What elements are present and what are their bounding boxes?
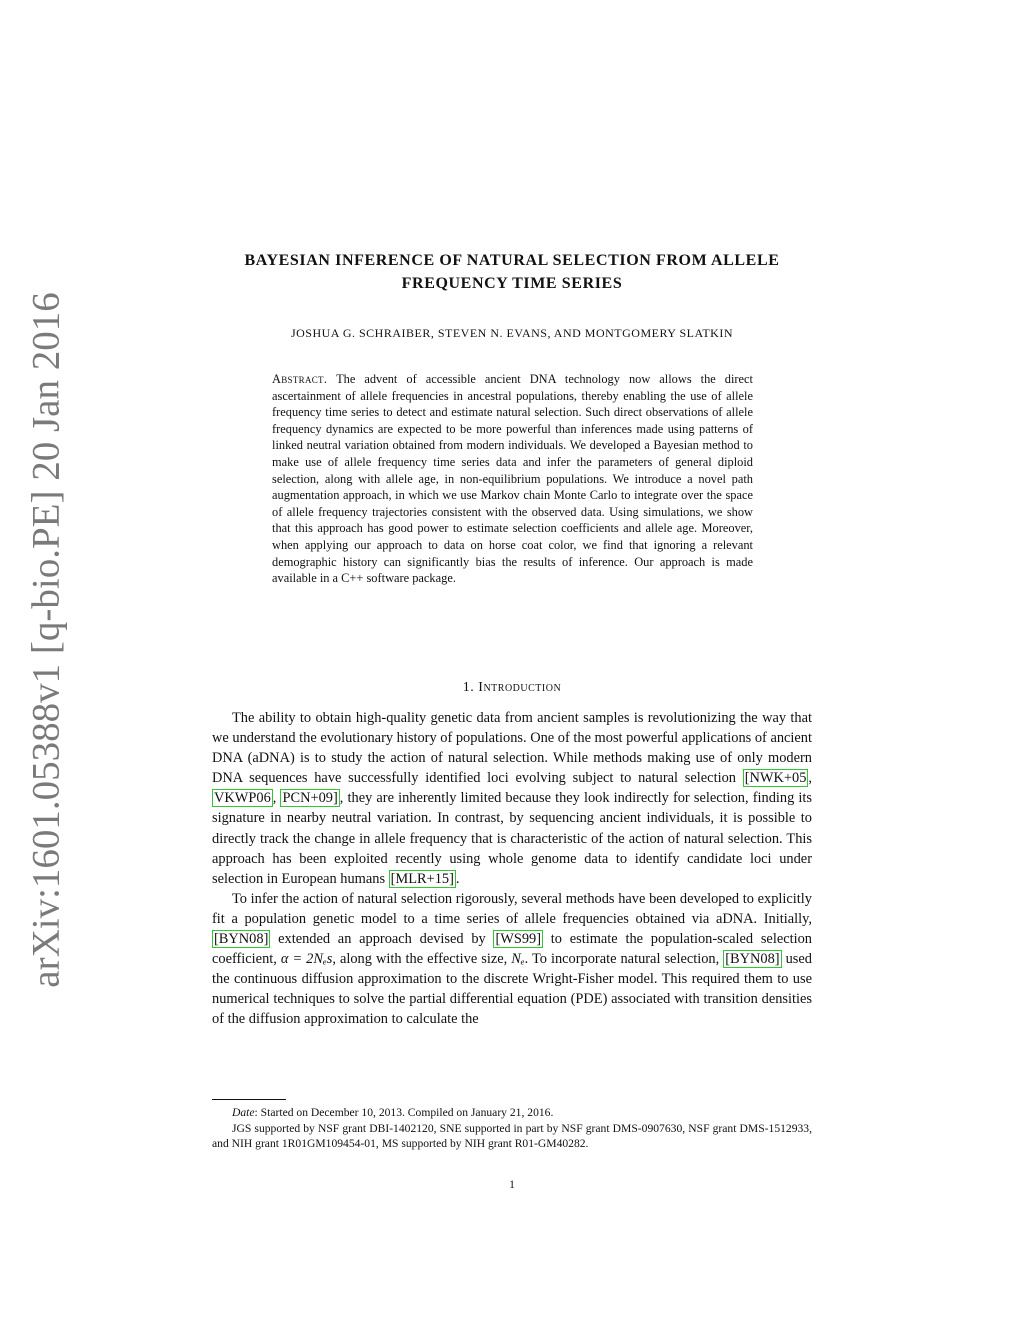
paper-title: BAYESIAN INFERENCE OF NATURAL SELECTION FROM ALLELE FREQUENCY TIME SERIES [244,252,780,292]
author-list: JOSHUA G. SCHRAIBER, STEVEN N. EVANS, AND MONTGOMERY SLATKIN [290,326,734,340]
paragraph-text: extended an approach devised by [270,931,494,948]
arxiv-identifier[interactable]: arXiv:1601.05388v1 [q-bio.PE] 20 Jan 2016 [24,292,68,988]
arxiv-stamp-anchor [6,292,68,988]
paragraph-text: , along with the effective size, [332,951,512,968]
citation-link[interactable]: PCN+09] [282,790,338,807]
introduction-body [212,708,812,1030]
footnotes [212,1105,812,1152]
page-number: 1 [509,1178,515,1191]
section-heading [212,680,812,696]
abstract-text: The advent of accessible ancient DNA technology now allows the direct ascertainment of allele frequencies in ancestral populations, thereby enabling the use of allele frequency time series to detect and estimate natural selection. Such direct observations of allele frequency dynamics are expected to be more powerful than inferences made using patterns of linked neutral variation obtained from modern individuals. We developed a Bayesian method to make use of allele frequency time series data and infer the parameters of general diploid selection, along with allele age, in non-equilibrium populations. We introduce a novel path augmentation approach, in which we use Markov chain Monte Carlo to integrate over the space of allele frequency trajectories consistent with the observed data. Using simulations, we show that this approach has good power to estimate selection coefficients and allele age. Moreover, when applying our approach to data on horse coat color, we find that ignoring a relevant demographic history can significantly bias the results of inference. Our approach is made available in a C++ software package. [272,372,754,586]
citation-link[interactable]: [BYN08] [214,931,269,948]
paragraph-text: To infer the action of natural selection rigorously, several methods have been developed to explicitly fit a population genetic model to a time series of allele frequencies obtained via aDNA. Initially, [212,890,812,927]
intro-paragraph-1 [212,708,812,889]
paragraph-text: , they are inherently limited because they look indirectly for selection, finding its signature in nearby neutral variation. In contrast, by sequencing ancient individuals, it is possible to directly track the change in allele frequency that is characteristic of the action of natural selection. This approach has been exploited recently using whole genome data to identify candidate loci under selection in European humans [212,790,812,887]
footnote-rule [212,1099,286,1100]
abstract [272,371,753,587]
paragraph-text: The ability to obtain high-quality genetic data from ancient samples is revolutionizing the way that we understand the evolutionary history of populations. One of the most powerful applications of ancient DNA (aDNA) is to study the action of natural selection. While methods making use of only modern DNA sequences have successfully identified loci evolving subject to natural selection [212,710,812,787]
footnote-date [212,1105,812,1121]
math-formula: α = 2Nₑs [280,951,333,968]
citation-link[interactable]: [NWK+05 [744,770,807,787]
math-symbol: Nₑ [511,951,525,968]
citation-link[interactable]: [WS99] [495,931,542,948]
paragraph-text: used the continuous diffusion approximation to the discrete Wright-Fisher model. This required them to use numerical techniques to solve the partial differential equation (PDE) associated with transition densities of the diffusion approximation to calculate the [212,951,812,1028]
date-text: : Started on December 10, 2013. Compiled on January 21, 2016. [254,1106,554,1119]
intro-paragraph-2 [212,889,812,1030]
abstract-label: Abstract. [272,372,328,386]
citation-separator: , [808,770,812,787]
footnote-funding: JGS supported by NSF grant DBI-1402120, SNE supported in part by NSF grant DMS-0907630, NSF grant DMS-1512933, and NIH grant 1R01GM109454-01, MS supported by NIH grant R01-GM40282. [212,1121,812,1150]
date-label: Date [232,1106,255,1119]
section-number: 1. [462,680,475,695]
paragraph-text: . [455,870,460,887]
citation-link[interactable]: [BYN08] [725,951,780,968]
section-title: Introduction [478,680,562,695]
citation-link[interactable]: VKWP06 [214,790,271,807]
citation-separator: , [272,790,281,807]
citation-link[interactable]: [MLR+15] [390,870,454,887]
paragraph-text: to estimate the population-scaled selection coefficient, [212,931,812,968]
paragraph-text: . To incorporate natural selection, [524,951,724,968]
